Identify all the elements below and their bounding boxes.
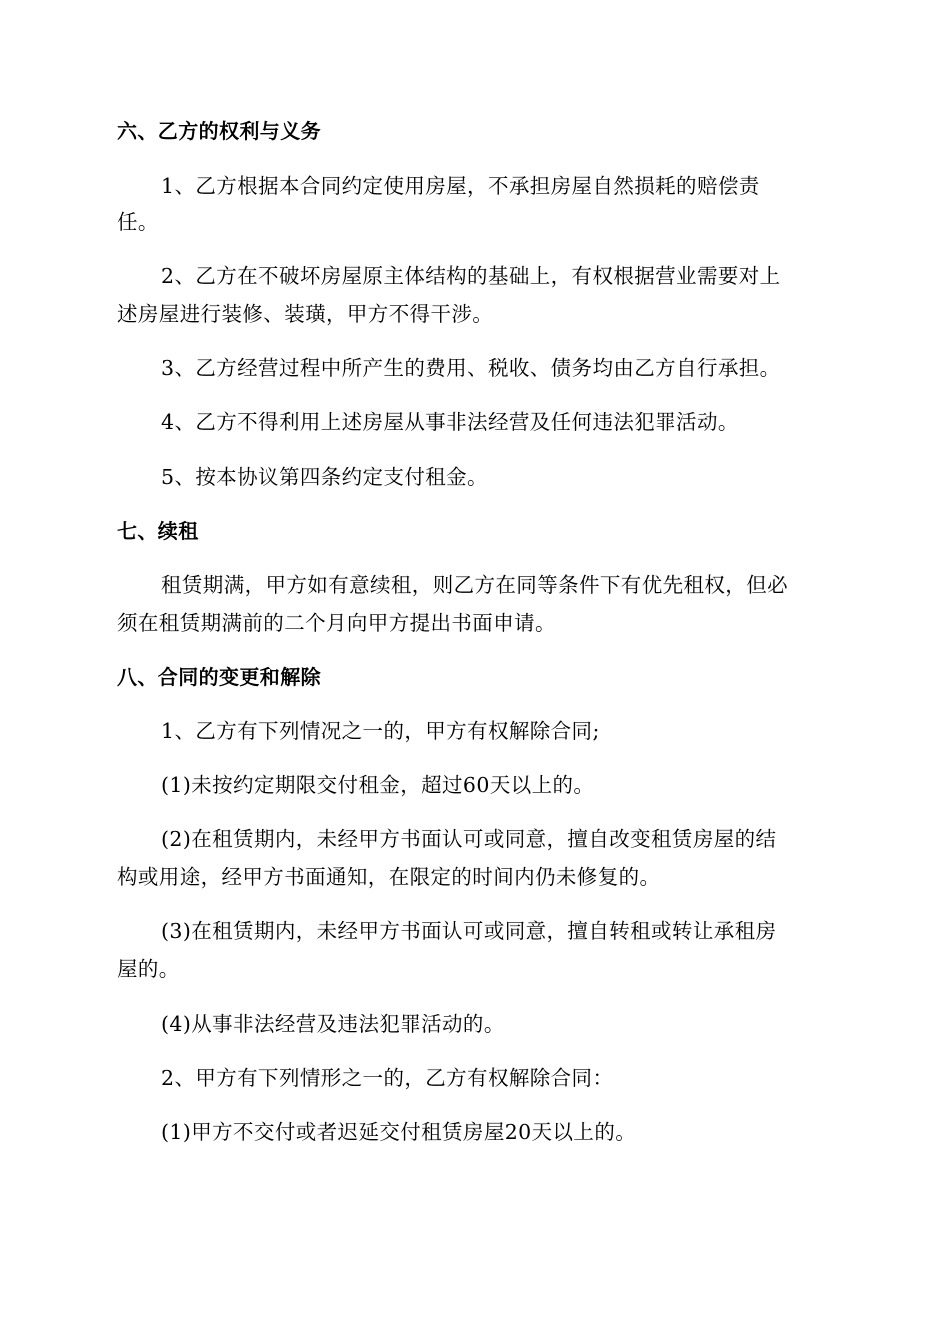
paragraph-line: 屋的。 (117, 957, 180, 981)
paragraph-line: (1)甲方不交付或者迟延交付租赁房屋20天以上的。 (161, 1120, 637, 1144)
paragraph-line: 任。 (117, 210, 159, 234)
paragraph-line: (1)未按约定期限交付租金，超过60天以上的。 (161, 773, 595, 797)
paragraph-line: 构或用途，经甲方书面通知，在限定的时间内仍未修复的。 (117, 865, 661, 889)
paragraph-line: 2、甲方有下列情形之一的，乙方有权解除合同： (161, 1066, 614, 1090)
paragraph-line: 须在租赁期满前的二个月向甲方提出书面申请。 (117, 611, 556, 635)
paragraph-line: 租赁期满，甲方如有意续租，则乙方在同等条件下有优先租权，但必 (161, 573, 788, 597)
paragraph-line: (2)在租赁期内，未经甲方书面认可或同意，擅自改变租赁房屋的结 (161, 827, 777, 851)
paragraph-line: 2、乙方在不破坏房屋原主体结构的基础上，有权根据营业需要对上 (161, 264, 781, 288)
paragraph-line: 1、乙方有下列情况之一的，甲方有权解除合同; (161, 719, 600, 743)
paragraph-line: (3)在租赁期内，未经甲方书面认可或同意，擅自转租或转让承租房 (161, 919, 777, 943)
paragraph-line: 1、乙方根据本合同约定使用房屋，不承担房屋自然损耗的赔偿责 (161, 174, 760, 198)
paragraph-line: 述房屋进行装修、装璜，甲方不得干涉。 (117, 302, 494, 326)
paragraph-line: 4、乙方不得利用上述房屋从事非法经营及任何违法犯罪活动。 (161, 410, 739, 434)
paragraph-line: 3、乙方经营过程中所产生的费用、税收、债务均由乙方自行承担。 (161, 356, 781, 380)
paragraph-line: 5、按本协议第四条约定支付租金。 (161, 465, 488, 489)
section-heading: 六、乙方的权利与义务 (117, 119, 321, 143)
paragraph-line: (4)从事非法经营及违法犯罪活动的。 (161, 1012, 505, 1036)
section-heading: 七、续租 (117, 519, 199, 543)
section-heading: 八、合同的变更和解除 (117, 665, 321, 689)
